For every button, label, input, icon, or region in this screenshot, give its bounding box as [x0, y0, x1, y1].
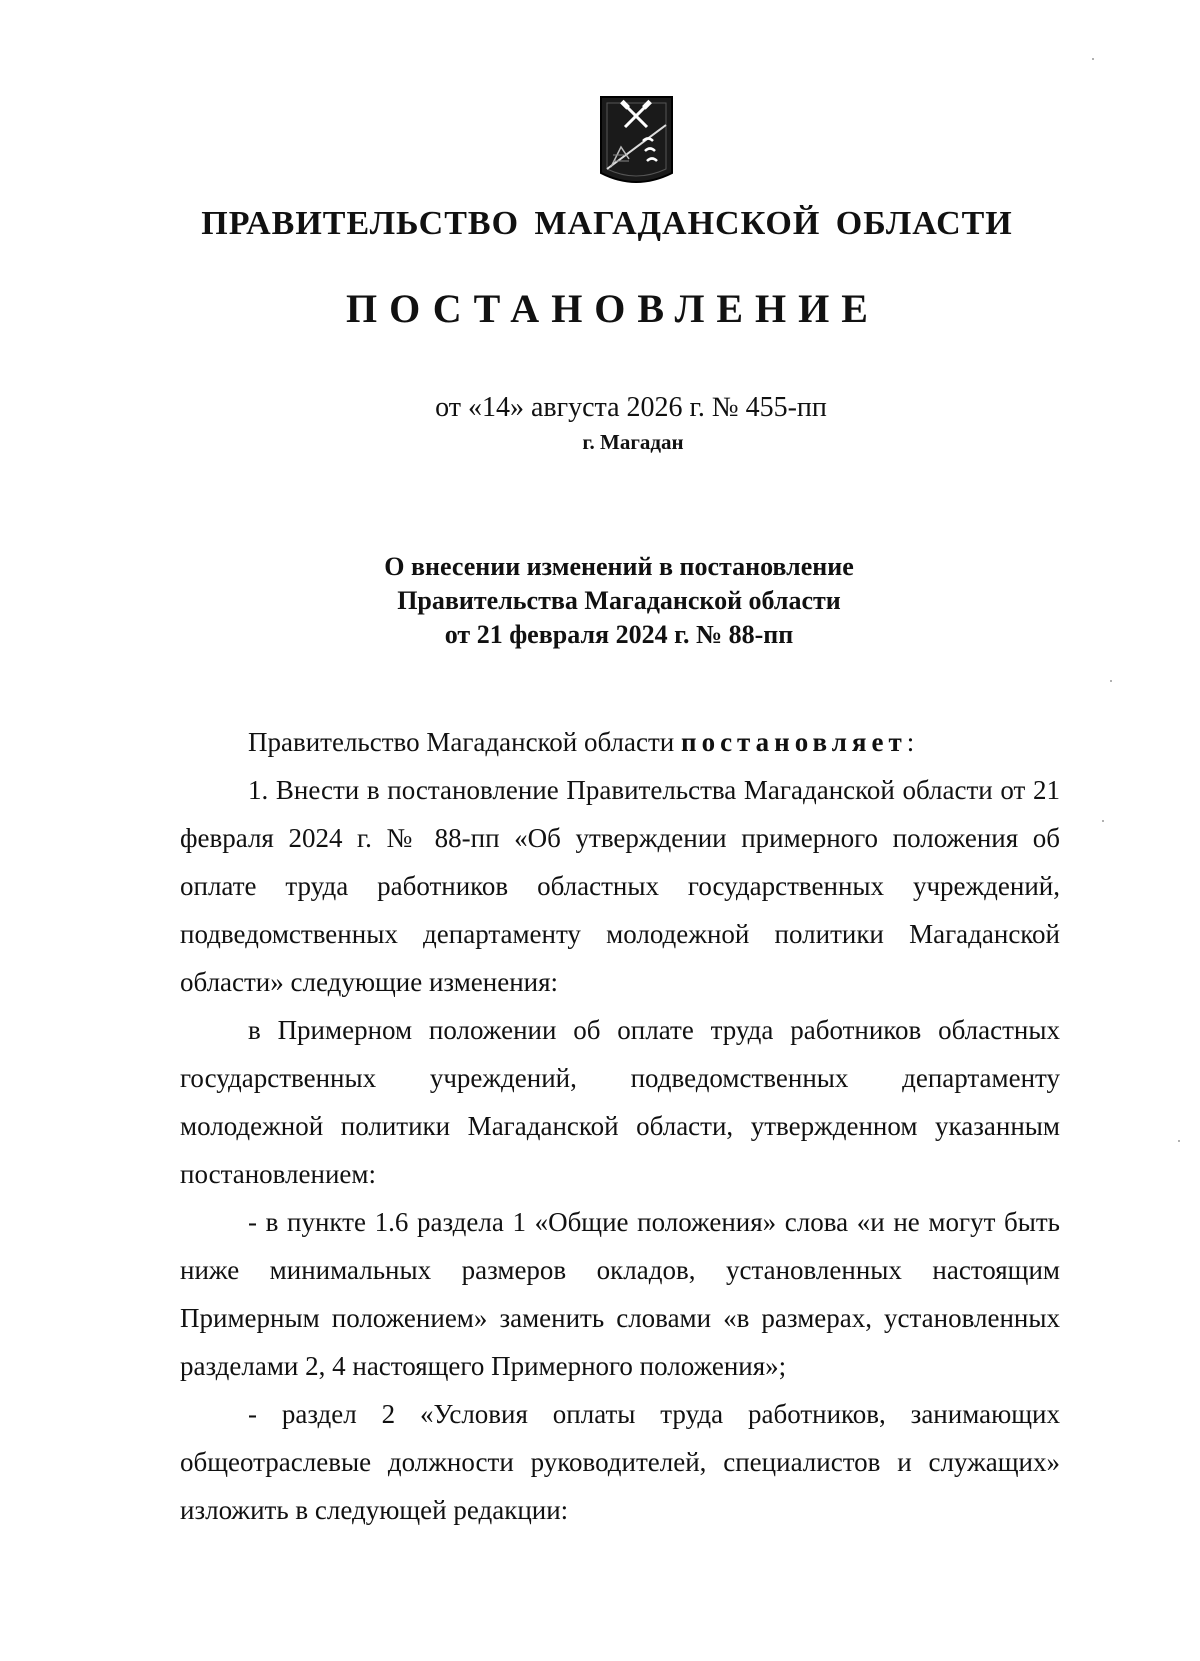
- paragraph-amendment-section-2: - раздел 2 «Условия оплаты труда работников, занимающих общеотраслевые должности руководителей, специалистов и служащих» изложить в следующей редакции:: [180, 1399, 1060, 1525]
- scan-speck: [1178, 1140, 1180, 1142]
- document-subject: [0, 550, 1200, 652]
- document-date-number: от «14» августа 2026 г. № 455-пп: [435, 392, 827, 423]
- preamble-text: Правительство Магаданской области: [248, 727, 682, 757]
- document-type: ПОСТАНОВЛЕНИЕ: [346, 286, 880, 331]
- scan-speck: [1092, 58, 1094, 60]
- scan-speck: [1102, 820, 1104, 822]
- paragraph-preamble: [180, 718, 1060, 766]
- paragraph-amendment-1-6: - в пункте 1.6 раздела 1 «Общие положения» слова «и не могут быть ниже минимальных размеров окладов, установленных настоящим Примерным положением» заменить словами «в размерах, установленных разделами 2, 4 настоящего Примерного положения»;: [180, 1207, 1060, 1381]
- scan-speck: [1110, 680, 1112, 682]
- decree-keyword: постановляет: [681, 727, 907, 757]
- organization-title: ПРАВИТЕЛЬСТВО МАГАДАНСКОЙ ОБЛАСТИ: [201, 205, 1013, 242]
- subject-line-3: от 21 февраля 2024 г. № 88-пп: [444, 620, 794, 649]
- subject-line-1: О внесении изменений в постановление: [384, 552, 854, 581]
- document-body: [180, 718, 1060, 1534]
- document-city: г. Магадан: [582, 430, 684, 454]
- preamble-colon: :: [906, 727, 915, 757]
- subject-line-2: Правительства Магаданской области: [397, 586, 841, 615]
- paragraph-item-1: 1. Внести в постановление Правительства Магаданской области от 21 февраля 2024 г. № 88-пп «Об утверждении примерного положения об оплате труда работников областных государственных учреждений, подведомственных департаменту молодежной политики Магаданской области» следующие изменения:: [180, 775, 1060, 997]
- paragraph-amendment-intro: в Примерном положении об оплате труда работников областных государственных учреждений, подведомственных департаменту молодежной политики Магаданской области, утвержденном указанным постановлением:: [180, 1015, 1060, 1189]
- coat-of-arms-icon: [599, 95, 674, 190]
